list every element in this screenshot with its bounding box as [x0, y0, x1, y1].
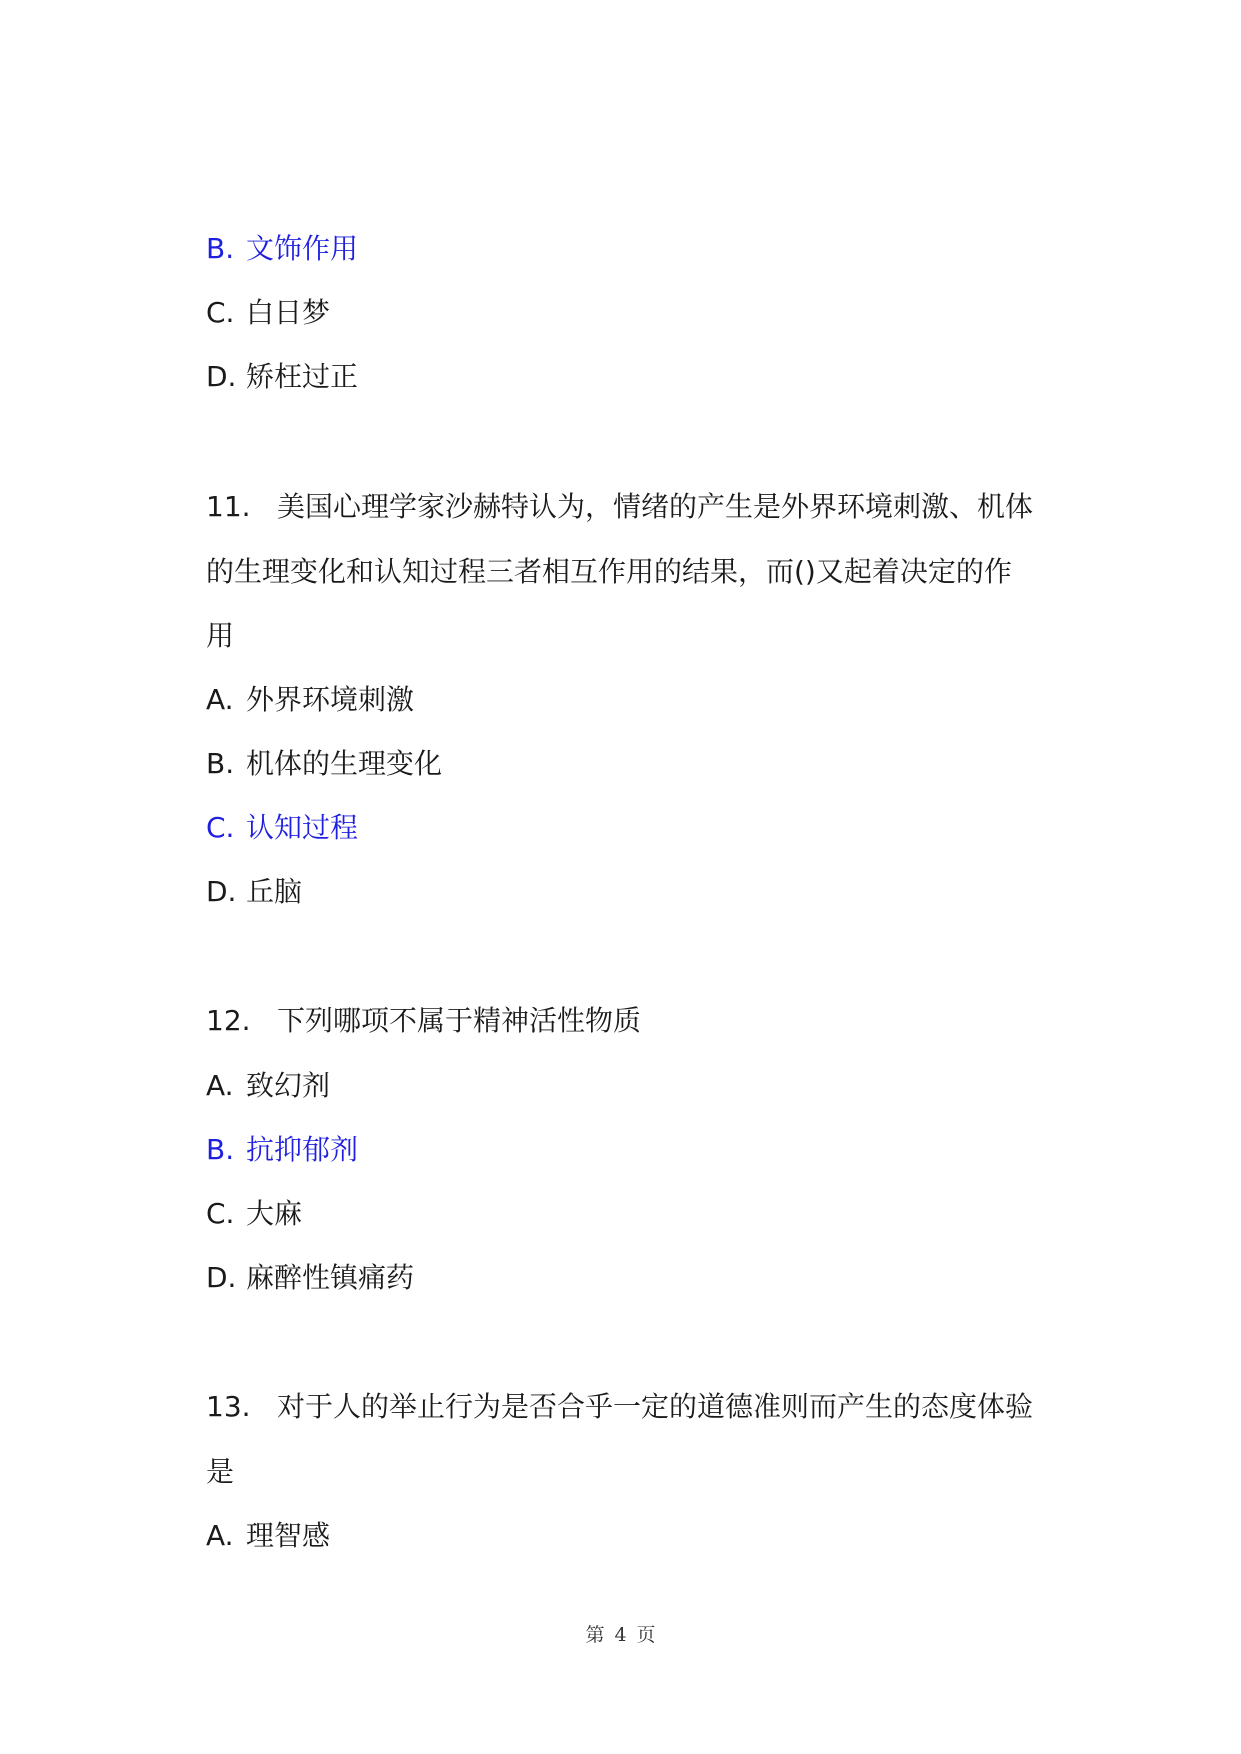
option-letter: D. [206, 875, 237, 908]
footer-prefix: 第 [585, 1624, 605, 1646]
option-text: 文饰作用 [246, 232, 359, 265]
question-text: 的生理变化和认知过程三者相互作用的结果，而()又起着决定的作 [206, 555, 1012, 588]
option-letter: D. [206, 360, 237, 393]
question-text: 对于人的举止行为是否合乎一定的道德准则而产生的态度体验 [277, 1390, 1034, 1423]
option-text: 麻醉性镇痛药 [246, 1261, 415, 1294]
option-text: 大麻 [246, 1197, 303, 1230]
q11-stem-line-3 [206, 616, 234, 656]
option-text: 丘脑 [246, 875, 303, 908]
question-number: 11. [206, 490, 251, 523]
option-text: 致幻剂 [246, 1069, 331, 1102]
option-text: 机体的生理变化 [246, 747, 443, 780]
option-letter: B. [206, 232, 235, 265]
q11-option-b [206, 744, 442, 784]
option-letter: C. [206, 296, 235, 329]
question-text: 是 [206, 1455, 235, 1488]
question-text: 用 [206, 619, 235, 652]
option-text: 矫枉过正 [246, 360, 359, 393]
question-text: 美国心理学家沙赫特认为，情绪的产生是外界环境刺激、机体 [277, 490, 1034, 523]
option-letter: C. [206, 1197, 235, 1230]
q10-option-b [206, 229, 358, 269]
option-letter: C. [206, 811, 235, 844]
page-footer [0, 1620, 1241, 1647]
option-letter: A. [206, 683, 234, 716]
option-letter: B. [206, 1133, 235, 1166]
option-letter: D. [206, 1261, 237, 1294]
q11-stem-line-1 [206, 487, 1033, 527]
question-text: 下列哪项不属于精神活性物质 [277, 1004, 642, 1037]
q13-stem-line-1 [206, 1387, 1033, 1427]
option-letter: A. [206, 1519, 234, 1552]
q10-option-c [206, 293, 330, 333]
page-number: 4 [614, 1624, 627, 1646]
q11-stem-line-2 [206, 552, 1012, 592]
q10-option-d [206, 357, 358, 397]
q12-option-a [206, 1066, 330, 1106]
q12-stem-line-1 [206, 1001, 641, 1041]
option-letter: A. [206, 1069, 234, 1102]
q12-option-b [206, 1130, 358, 1170]
option-letter: B. [206, 747, 235, 780]
q11-option-d [206, 872, 302, 912]
option-text: 白日梦 [246, 296, 331, 329]
q11-option-a [206, 680, 414, 720]
option-text: 抗抑郁剂 [246, 1133, 359, 1166]
question-number: 13. [206, 1390, 251, 1423]
question-number: 12. [206, 1004, 251, 1037]
q11-option-c [206, 808, 358, 848]
q13-option-a [206, 1516, 330, 1556]
q12-option-c [206, 1194, 302, 1234]
footer-suffix: 页 [636, 1624, 656, 1646]
q12-option-d [206, 1258, 414, 1298]
q13-stem-line-2 [206, 1452, 234, 1492]
option-text: 认知过程 [246, 811, 359, 844]
option-text: 外界环境刺激 [246, 683, 415, 716]
option-text: 理智感 [246, 1519, 331, 1552]
